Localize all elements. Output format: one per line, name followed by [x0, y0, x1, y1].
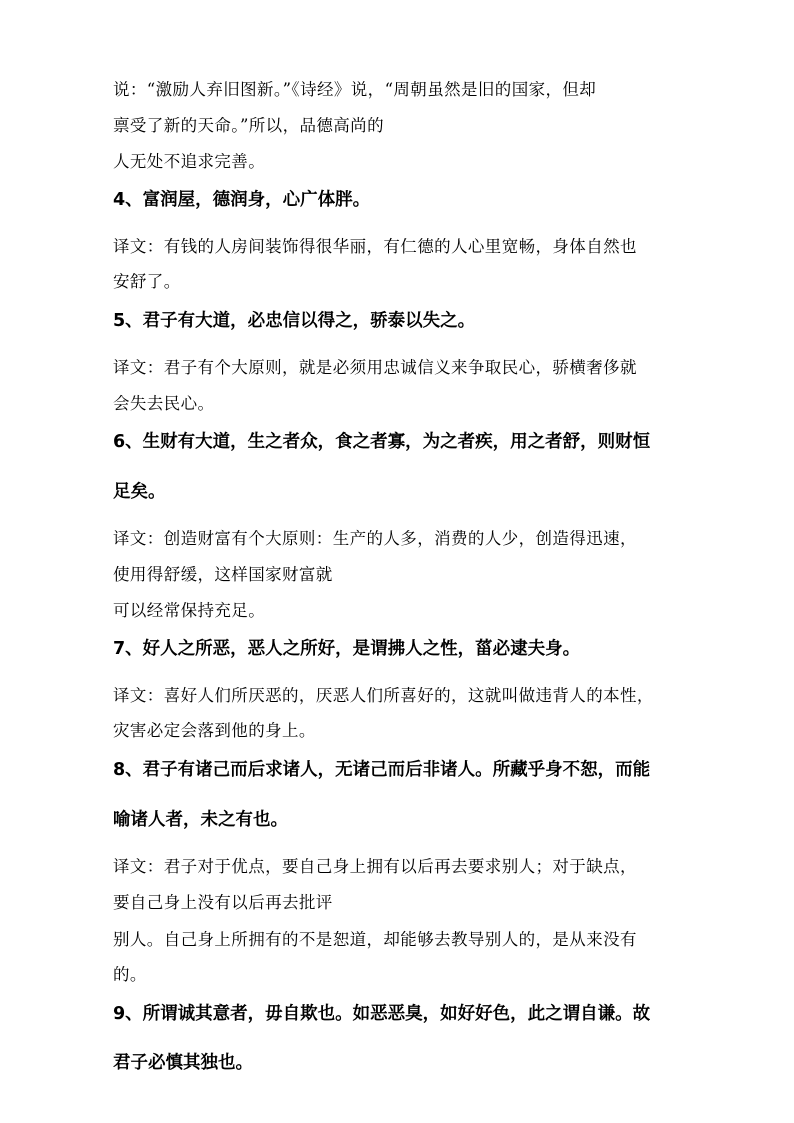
intro-line: 禀受了新的天命。”所以，品德高尚的 — [113, 116, 384, 135]
section-heading: 7、好人之所恶，恶人之所好，是谓拂人之性，菑必逮夫身。 — [113, 639, 581, 659]
section-heading: 足矣。 — [113, 482, 166, 502]
translation-line: 译文：君子有个大原则，就是必须用忠诚信义来争取民心，骄横奢侈就 — [113, 358, 637, 377]
section-heading: 喻诸人者，未之有也。 — [113, 810, 288, 830]
section-heading: 5、君子有大道，必忠信以得之，骄泰以失之。 — [113, 311, 476, 331]
translation-line: 译文：君子对于优点，要自己身上拥有以后再去要求别人；对于缺点， — [113, 857, 637, 876]
section-heading: 8、君子有诸己而后求诸人，无诸己而后非诸人。所藏乎身不恕，而能 — [113, 760, 651, 780]
translation-line: 译文：创造财富有个大原则：生产的人多，消费的人少，创造得迅速， — [113, 529, 637, 548]
intro-line: 说：“激励人弃旧图新。”《诗经》说，“周朝虽然是旧的国家，但却 — [113, 80, 597, 99]
translation-line: 要自己身上没有以后再去批评 — [113, 893, 333, 912]
section-heading: 4、富润屋，德润身，心广体胖。 — [113, 190, 371, 210]
translation-line: 灾害必定会落到他的身上。 — [113, 721, 316, 740]
translation-line: 使用得舒缓，这样国家财富就 — [113, 565, 333, 584]
translation-line: 安舒了。 — [113, 272, 181, 291]
translation-line: 会失去民心。 — [113, 394, 215, 413]
translation-line: 别人。自己身上所拥有的不是恕道，却能够去教导别人的，是从来没有 — [113, 930, 637, 949]
translation-line: 译文：有钱的人房间装饰得很华丽，有仁德的人心里宽畅，身体自然也 — [113, 237, 637, 256]
section-heading: 君子必慎其独也。 — [113, 1053, 253, 1073]
translation-line: 的。 — [113, 965, 147, 984]
translation-line: 可以经常保持充足。 — [113, 601, 266, 620]
intro-line: 人无处不追求完善。 — [113, 152, 266, 171]
translation-line: 译文：喜好人们所厌恶的，厌恶人们所喜好的，这就叫做违背人的本性， — [113, 686, 654, 705]
section-heading: 9、所谓诚其意者，毋自欺也。如恶恶臭，如好好色，此之谓自谦。故 — [113, 1004, 651, 1024]
section-heading: 6、生财有大道，生之者众，食之者寡，为之者疾，用之者舒，则财恒 — [113, 432, 651, 452]
